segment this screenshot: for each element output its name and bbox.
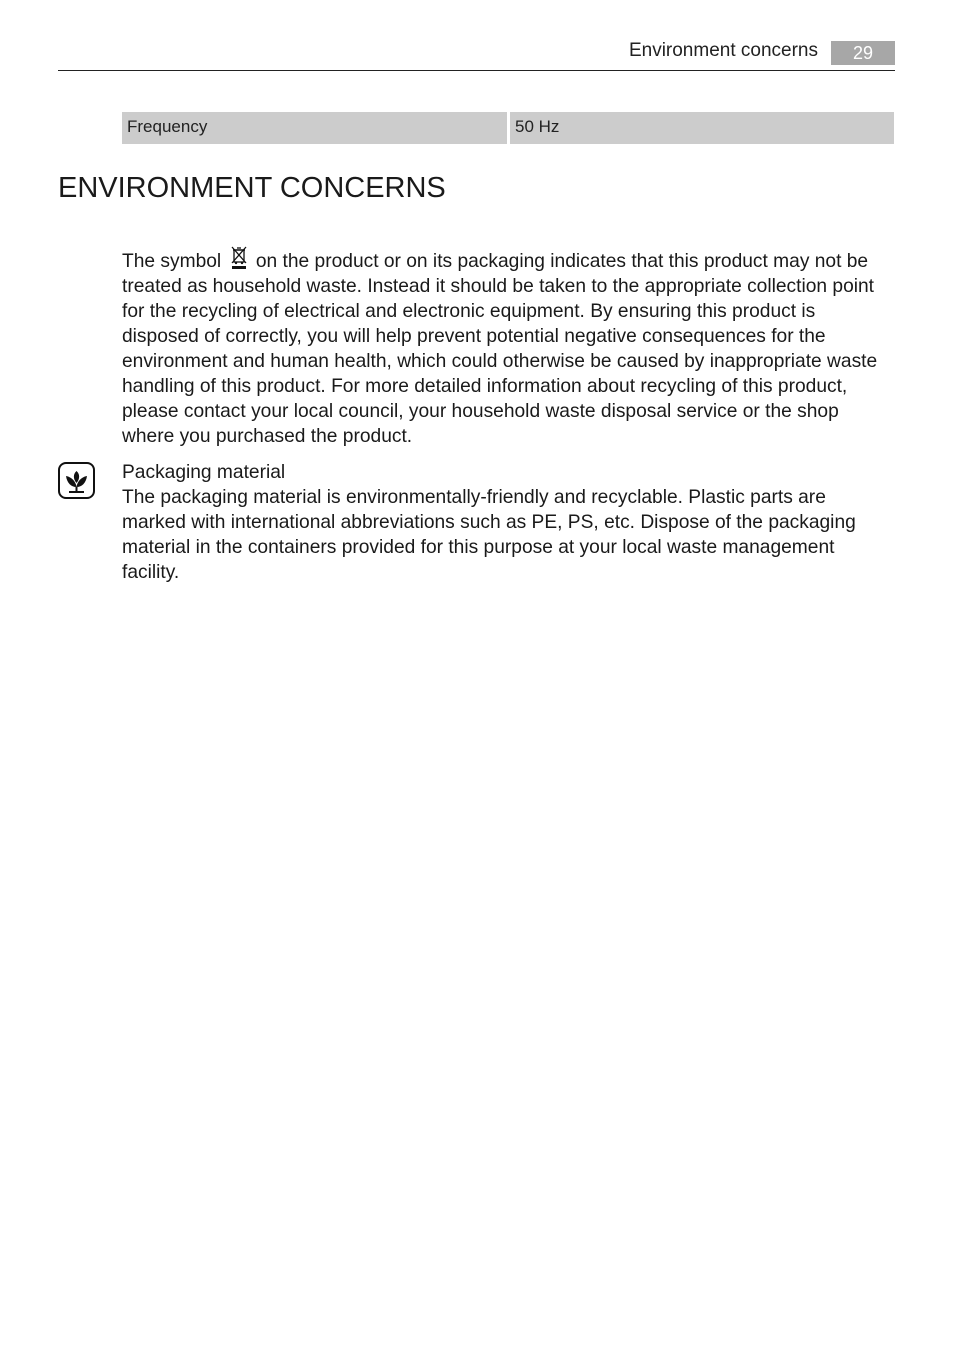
packaging-section xyxy=(122,460,890,585)
page-header xyxy=(58,38,895,71)
section-title: ENVIRONMENT CONCERNS xyxy=(58,172,446,204)
spec-value: 50 Hz xyxy=(510,112,894,144)
crossed-out-wheelie-bin-icon xyxy=(229,246,249,270)
header-title: Environment concerns xyxy=(628,40,818,61)
weee-paragraph xyxy=(122,246,890,449)
packaging-heading: Packaging material xyxy=(122,462,286,483)
spec-label: Frequency xyxy=(122,112,507,144)
symbol-text-before: The symbol xyxy=(122,251,222,272)
packaging-body: The packaging material is environmentally-friendly and recyclable. Plastic parts are marked with international abbreviations such as PE, PS, etc. Dispose of the packaging material in the containers provided for this purpose at your local waste management facility. xyxy=(122,487,856,583)
symbol-text-after: on the product or on its packaging indicates that this product may not be treated as household waste. Instead it should be taken to the appropriate collection point for the recycling of electrical and electronic equipment. By ensuring this product is disposed of correctly, you will help prevent potential negative consequences for the environment and human health, which could otherwise be caused by inappropriate waste handling of this product. For more detailed information about recycling of this product, please contact your local council, your household waste disposal service or the shop where you purchased the product. xyxy=(122,251,878,447)
spec-table-row xyxy=(122,112,894,144)
page-number: 29 xyxy=(831,41,895,65)
eco-flower-icon xyxy=(58,462,95,499)
